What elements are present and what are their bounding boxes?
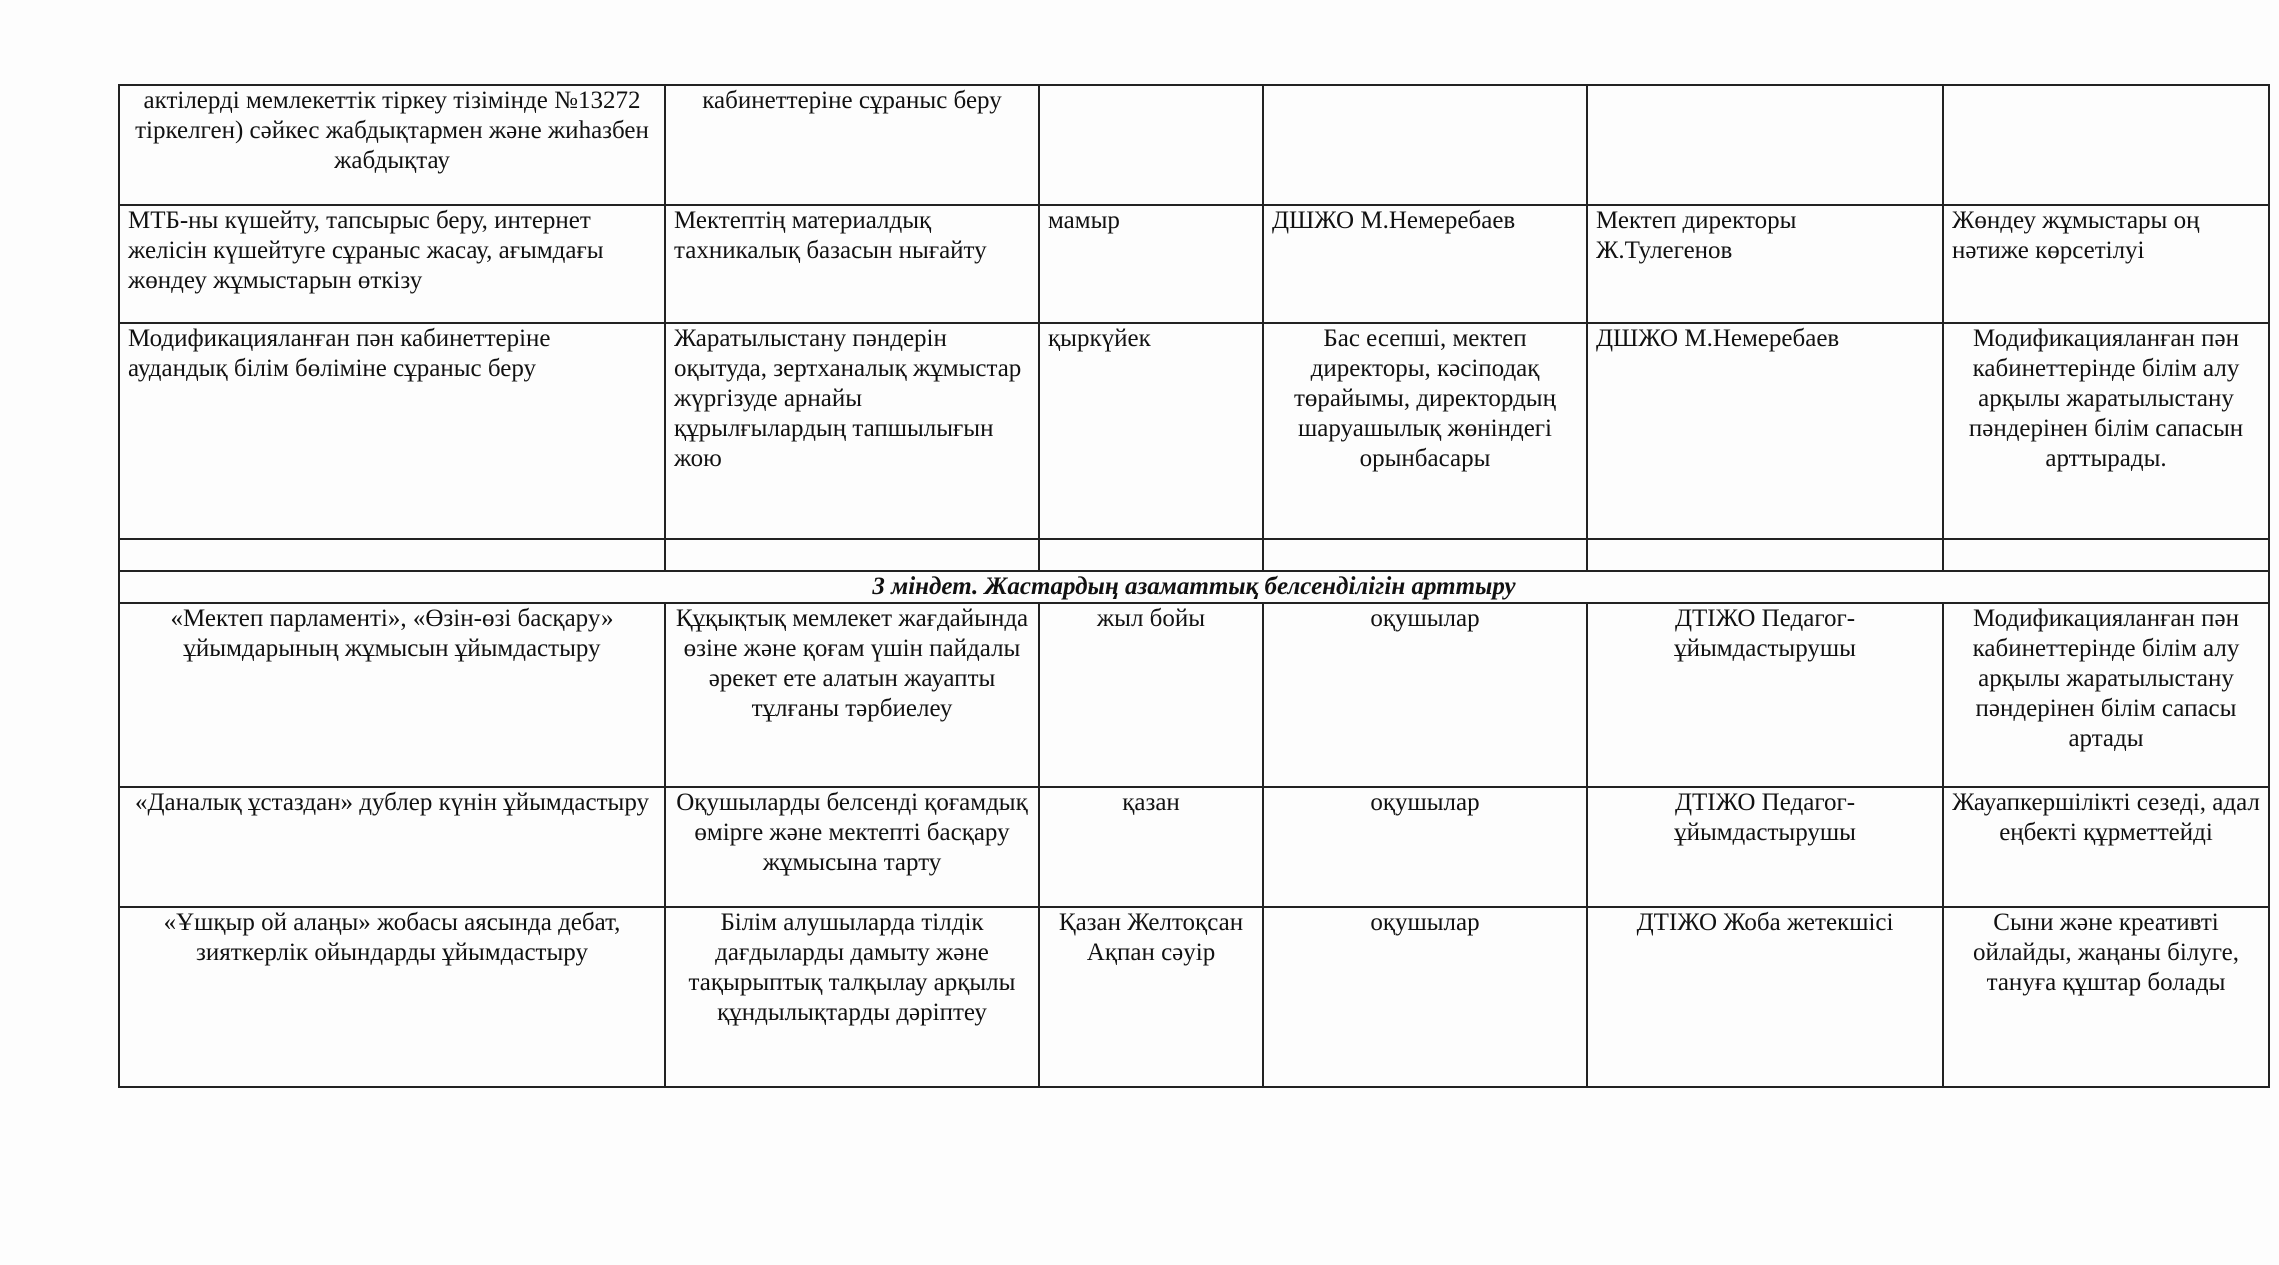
table-cell-measure: актілерді мемлекеттік тіркеу тізімінде №13272 тіркелген) сәйкес жабдықтармен және жиһазбен жабдықтау — [119, 85, 665, 205]
table-cell-result: Модификацияланған пән кабинеттерінде білім алу арқылы жаратылыстану пәндерінен білім сапасын арттырады. — [1943, 323, 2269, 539]
table-cell-participants: оқушылар — [1263, 907, 1587, 1087]
table-cell-measure: «Ұшқыр ой алаңы» жобасы аясында дебат, зияткерлік ойындарды ұйымдастыру — [119, 907, 665, 1087]
table-cell-participants: оқушылар — [1263, 603, 1587, 787]
table-row — [119, 85, 2269, 205]
table-row — [119, 603, 2269, 787]
table-row — [119, 907, 2269, 1087]
table-cell-deadline — [1039, 85, 1263, 205]
task-heading: 3 міндет. Жастардың азаматтық белсенділігін арттыру — [119, 571, 2269, 603]
table-cell-empty — [1039, 539, 1263, 571]
table-cell-goal: Оқушыларды белсенді қоғамдық өмірге және мектепті басқару жұмысына тарту — [665, 787, 1039, 907]
table-cell-empty — [119, 539, 665, 571]
table-cell-goal: Жаратылыстану пәндерін оқытуда, зертханалық жұмыстар жүргізуде арнайы құрылғылардың тапшылығын жою — [665, 323, 1039, 539]
table-cell-deadline: қазан — [1039, 787, 1263, 907]
table-cell-result: Жауапкершілікті сезеді, адал еңбекті құрметтейді — [1943, 787, 2269, 907]
table-row-empty — [119, 539, 2269, 571]
table-cell-responsible: ДТІЖО Педагог-ұйымдастырушы — [1587, 603, 1943, 787]
table-cell-result: Жөндеу жұмыстары оң нәтиже көрсетілуі — [1943, 205, 2269, 323]
table-cell-empty — [1263, 539, 1587, 571]
table-cell-responsible: ДТІЖО Жоба жетекшісі — [1587, 907, 1943, 1087]
table-cell-goal: Мектептің материалдық тахникалық базасын нығайту — [665, 205, 1039, 323]
table-cell-deadline: қыркүйек — [1039, 323, 1263, 539]
table-cell-deadline: жыл бойы — [1039, 603, 1263, 787]
table-cell-measure: «Мектеп парламенті», «Өзін-өзі басқару» ұйымдарының жұмысын ұйымдастыру — [119, 603, 665, 787]
table-cell-participants: ДШЖО М.Немеребаев — [1263, 205, 1587, 323]
task-heading-row — [119, 571, 2269, 603]
table-cell-participants — [1263, 85, 1587, 205]
table-row — [119, 323, 2269, 539]
table-cell-participants: оқушылар — [1263, 787, 1587, 907]
table-cell-goal: Білім алушыларда тілдік дағдыларды дамыту және тақырыптық талқылау арқылы құндылықтарды дәріптеу — [665, 907, 1039, 1087]
table-cell-deadline: мамыр — [1039, 205, 1263, 323]
table-cell-empty — [1587, 539, 1943, 571]
table-cell-result: Сыни және креативті ойлайды, жаңаны білуге, тануға құштар болады — [1943, 907, 2269, 1087]
table-cell-result — [1943, 85, 2269, 205]
table-row — [119, 787, 2269, 907]
table-row — [119, 205, 2269, 323]
table-cell-participants: Бас есепші, мектеп директоры, кәсіподақ төрайымы, директордың шаруашылық жөніндегі орынбасары — [1263, 323, 1587, 539]
table-cell-empty — [1943, 539, 2269, 571]
table-cell-measure: МТБ-ны күшейту, тапсырыс беру, интернет желісін күшейтуге сұраныс жасау, ағымдағы жөндеу жұмыстарын өткізу — [119, 205, 665, 323]
table-cell-empty — [665, 539, 1039, 571]
table-cell-responsible: ДТІЖО Педагог-ұйымдастырушы — [1587, 787, 1943, 907]
table-cell-responsible: Мектеп директоры Ж.Тулегенов — [1587, 205, 1943, 323]
table-cell-measure: Модификацияланған пән кабинеттеріне аудандық білім бөліміне сұраныс беру — [119, 323, 665, 539]
table-cell-deadline: Қазан Желтоқсан Ақпан сәуір — [1039, 907, 1263, 1087]
table-cell-goal: Құқықтық мемлекет жағдайында өзіне және қоғам үшін пайдалы әрекет ете алатын жауапты тұлғаны тәрбиелеу — [665, 603, 1039, 787]
table-cell-measure: «Даналық ұстаздан» дублер күнін ұйымдастыру — [119, 787, 665, 907]
table-cell-responsible — [1587, 85, 1943, 205]
table-cell-goal: кабинеттеріне сұраныс беру — [665, 85, 1039, 205]
table-cell-result: Модификацияланған пән кабинеттерінде білім алу арқылы жаратылыстану пәндерінен білім сапасы артады — [1943, 603, 2269, 787]
plan-table — [118, 84, 2270, 1088]
table-cell-responsible: ДШЖО М.Немеребаев — [1587, 323, 1943, 539]
